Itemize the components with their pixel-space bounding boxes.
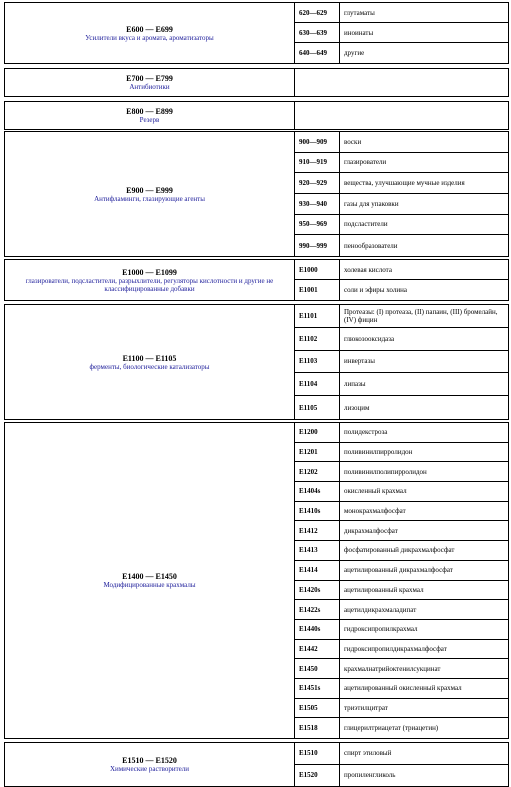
description-cell: подсластители — [344, 220, 388, 229]
table-row — [295, 235, 508, 256]
group-title: Химические растворители — [109, 765, 190, 773]
description-cell: соли и эфиры холина — [344, 286, 407, 294]
code-cell: E1440s — [295, 620, 340, 639]
table-row — [295, 215, 508, 236]
code-cell: 630—639 — [295, 23, 340, 42]
table-row — [295, 482, 508, 502]
table-row — [295, 373, 508, 396]
table-row — [295, 3, 508, 23]
table-row — [295, 173, 508, 194]
group-title: Усилители вкуса и аромата, ароматизаторы — [85, 33, 214, 42]
group-label-cell — [5, 743, 295, 786]
code-cell: E1412 — [295, 521, 340, 540]
code-cell: E1414 — [295, 561, 340, 580]
description-cell: ацетилированный дикрахмалфосфат — [344, 566, 453, 575]
code-cell: E1201 — [295, 443, 340, 462]
table-row — [295, 541, 508, 561]
code-cell: E1410s — [295, 502, 340, 521]
description-cell: ацетилдикрахмаладипат — [344, 605, 417, 614]
code-cell: E1420s — [295, 581, 340, 600]
group-range: E1400 — E1450 — [122, 572, 177, 581]
description-cell: иноинаты — [344, 28, 374, 37]
description-cell: пропиленгликоль — [344, 771, 396, 780]
table-row — [295, 305, 508, 328]
code-cell: 930—940 — [295, 194, 340, 214]
group-items — [295, 69, 508, 96]
table-row — [295, 23, 508, 43]
table-row — [295, 194, 508, 215]
group-label-cell — [5, 423, 295, 738]
group-block — [4, 742, 509, 787]
description-cell: липазы — [344, 380, 366, 389]
code-cell: 640—649 — [295, 43, 340, 63]
description-cell: поливинилполипирролидон — [344, 467, 427, 476]
group-title: Модифицированные крахмалы — [103, 581, 196, 589]
group-title: Антифламинги, глазирующие агенты — [94, 194, 205, 203]
description-cell: полидекстроза — [344, 428, 388, 437]
group-range: E800 — E899 — [126, 107, 173, 116]
table-row — [295, 521, 508, 541]
code-cell: E1520 — [295, 765, 340, 787]
description-cell: глюкозооксидаза — [344, 334, 395, 343]
table-row — [295, 396, 508, 419]
table-row — [295, 718, 508, 738]
group-label-cell — [5, 305, 295, 419]
code-cell: 920—929 — [295, 173, 340, 193]
table-row — [295, 462, 508, 482]
code-cell: E1102 — [295, 328, 340, 350]
table-row — [295, 699, 508, 719]
description-cell: монокрахмалфосфат — [344, 507, 406, 516]
table-row — [295, 502, 508, 522]
code-cell: E1510 — [295, 743, 340, 764]
group-block — [4, 101, 509, 130]
group-range: E1000 — E1099 — [122, 267, 177, 277]
group-block — [4, 131, 509, 257]
table-row — [295, 679, 508, 699]
description-cell: глутаматы — [344, 8, 375, 17]
table-row — [295, 43, 508, 63]
description-cell: дикрахмалфосфат — [344, 526, 398, 535]
code-cell: 950—969 — [295, 215, 340, 235]
description-cell: фосфатированный дикрахмалфосфат — [344, 546, 455, 555]
group-block — [4, 2, 509, 64]
description-cell: лизоцим — [344, 403, 370, 412]
description-cell: инвертазы — [344, 357, 375, 366]
code-cell: 990—999 — [295, 235, 340, 256]
table-row — [295, 620, 508, 640]
description-cell: спирт этиловый — [344, 749, 392, 758]
table-row — [295, 443, 508, 463]
code-cell: E1505 — [295, 699, 340, 718]
description-cell: поливинилпирролидон — [344, 448, 413, 457]
code-cell: E1000 — [295, 260, 340, 279]
table-row — [295, 423, 508, 443]
code-cell: E1413 — [295, 541, 340, 560]
code-cell: E1104 — [295, 373, 340, 395]
group-block — [4, 304, 509, 420]
group-label-cell — [5, 3, 295, 63]
table-row — [295, 640, 508, 660]
group-items — [295, 132, 508, 256]
code-cell: 910—919 — [295, 153, 340, 173]
description-cell: глазирователи — [344, 158, 387, 167]
group-items — [295, 3, 508, 63]
group-title: Антибиотики — [129, 83, 170, 91]
table-row — [295, 561, 508, 581]
group-items — [295, 743, 508, 786]
group-label-cell — [5, 69, 295, 96]
description-cell: триэтилцитрат — [344, 703, 388, 712]
code-cell: E1442 — [295, 640, 340, 659]
table-row — [295, 328, 508, 351]
group-range: E700 — E799 — [126, 74, 173, 83]
group-label-cell — [5, 260, 295, 300]
group-title: ферменты, биологические катализаторы — [89, 362, 210, 371]
group-range: E1100 — E1105 — [122, 353, 177, 363]
table-row — [295, 581, 508, 601]
table-row — [295, 132, 508, 153]
group-title: глазирователи, подсластители, разрыхлители, регуляторы кислотности и другие не классифицированные добавки — [25, 276, 274, 293]
table-row — [295, 659, 508, 679]
group-label-cell — [5, 132, 295, 256]
group-block — [4, 422, 509, 739]
table-row — [295, 351, 508, 374]
code-cell: E1202 — [295, 462, 340, 481]
description-cell: другие — [344, 49, 365, 57]
code-cell: E1105 — [295, 396, 340, 419]
code-cell: E1450 — [295, 659, 340, 678]
description-cell: газы для упаковки — [344, 199, 399, 208]
description-cell: окисленный крахмал — [344, 487, 407, 496]
code-cell: E1001 — [295, 280, 340, 300]
code-cell: E1518 — [295, 718, 340, 738]
table-row — [295, 743, 508, 765]
description-cell: ацетилированный крахмал — [344, 585, 424, 594]
group-block — [4, 68, 509, 97]
code-cell: 900—909 — [295, 132, 340, 152]
group-range: E900 — E999 — [126, 185, 173, 195]
description-cell: воски — [344, 137, 362, 146]
description-cell: глицерилтриацетат (триацетин) — [344, 724, 439, 733]
description-cell: вещества, улучшающие мучные изделия — [344, 179, 465, 188]
code-cell: E1451s — [295, 679, 340, 698]
table-row — [295, 260, 508, 280]
description-cell: ацетилированный окисленный крахмал — [344, 684, 462, 693]
code-cell: E1404s — [295, 482, 340, 501]
description-cell: гидроксипропилкрахмал — [344, 625, 418, 634]
group-title: Резерв — [139, 116, 160, 124]
group-label-cell — [5, 102, 295, 129]
description-cell: гидроксипропилдикрахмалфосфат — [344, 644, 447, 653]
group-block — [4, 259, 509, 301]
group-items — [295, 102, 508, 129]
table-row — [295, 765, 508, 787]
group-items — [295, 423, 508, 738]
group-items — [295, 305, 508, 419]
code-cell: E1103 — [295, 351, 340, 373]
description-cell: холевая кислота — [344, 265, 392, 274]
group-items — [295, 260, 508, 300]
code-cell: E1422s — [295, 600, 340, 619]
table-row — [295, 280, 508, 300]
code-cell: E1101 — [295, 305, 340, 327]
group-range: E1510 — E1520 — [122, 756, 177, 765]
description-cell: Протеазы: (I) протеаза, (II) папаин, (III) бромелайн, (IV) фицин — [344, 307, 498, 324]
code-cell: E1200 — [295, 423, 340, 442]
group-range: E600 — E699 — [126, 24, 173, 34]
table-row — [295, 600, 508, 620]
code-cell: 620—629 — [295, 3, 340, 22]
table-row — [295, 153, 508, 174]
description-cell: крахмалнатрийоктенилсукцинат — [344, 664, 441, 673]
description-cell: пенообразователи — [344, 241, 398, 250]
